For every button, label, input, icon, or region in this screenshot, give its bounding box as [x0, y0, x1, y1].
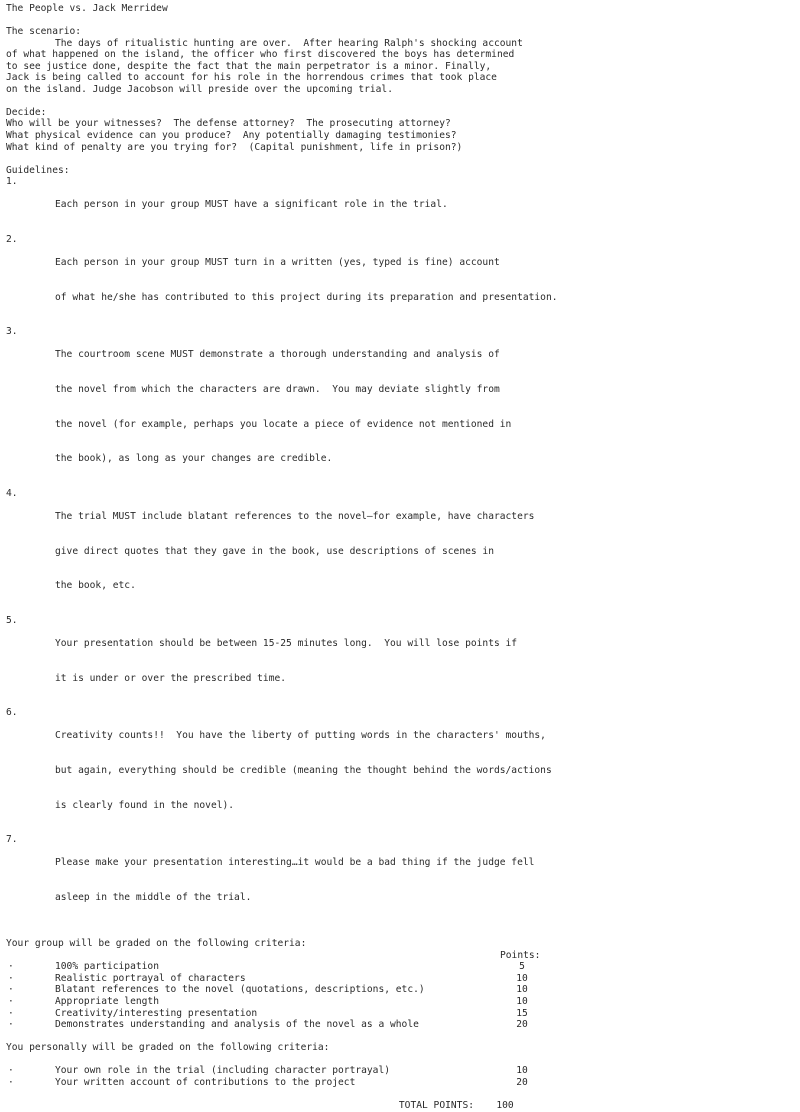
document — [6, 3, 796, 1112]
guideline-number: 2. — [6, 233, 18, 245]
guideline-item — [6, 326, 796, 488]
spacer — [6, 1054, 796, 1066]
guideline-line: asleep in the middle of the trial. — [55, 892, 252, 904]
decide-line: Who will be your witnesses? The defense attorney? The prosecuting attorney? — [6, 118, 451, 130]
criteria-label: Appropriate length — [55, 996, 159, 1008]
criteria-row — [6, 961, 796, 973]
criteria-row — [6, 996, 796, 1008]
decide-line: What kind of penalty are you trying for? (Capital punishment, life in prison?) — [6, 141, 463, 153]
criteria-row — [6, 1019, 796, 1031]
guideline-line: is clearly found in the novel). — [55, 799, 235, 811]
criteria-points: 10 — [516, 984, 528, 996]
guideline-number: 1. — [6, 176, 18, 188]
criteria-points: 5 — [519, 961, 525, 973]
guideline-item — [6, 834, 796, 926]
scenario-line: Jack is being called to account for his role in the horrendous crimes that took place — [6, 72, 497, 84]
decide-section — [6, 107, 796, 153]
group-criteria-heading: Your group will be graded on the following criteria: — [6, 938, 307, 950]
bullet-icon: · — [8, 1065, 14, 1077]
group-criteria-section — [6, 938, 796, 1030]
scenario-line: to see justice done, despite the fact that the main perpetrator is a minor. Finally, — [6, 60, 492, 72]
bullet-icon: · — [8, 972, 14, 984]
decide-line: What physical evidence can you produce? Any potentially damaging testimonies? — [6, 130, 457, 142]
guidelines-heading: Guidelines: — [6, 164, 70, 176]
spacer — [6, 95, 796, 107]
guideline-line: it is under or over the prescribed time. — [55, 672, 287, 684]
criteria-row — [6, 1077, 796, 1089]
guideline-line: Your presentation should be between 15-25 minutes long. You will lose points if — [55, 638, 518, 650]
criteria-points: 10 — [516, 1065, 528, 1077]
spacer — [6, 927, 796, 939]
guideline-number: 3. — [6, 326, 18, 338]
document-title: The People vs. Jack Merridew — [6, 3, 168, 14]
criteria-row — [6, 1065, 796, 1077]
criteria-points: 20 — [516, 1019, 528, 1031]
criteria-row — [6, 984, 796, 996]
guideline-number: 5. — [6, 614, 18, 626]
scenario-section — [6, 26, 796, 95]
guideline-line: of what he/she has contributed to this project during its preparation and presentation. — [55, 291, 558, 303]
total-points-label: TOTAL POINTS: — [398, 1099, 474, 1111]
guidelines-section — [6, 165, 796, 927]
guideline-line: the novel from which the characters are drawn. You may deviate slightly from — [55, 384, 500, 396]
guideline-line: the book, etc. — [55, 580, 136, 592]
bullet-icon: · — [8, 1007, 14, 1019]
spacer — [6, 1031, 796, 1043]
spacer — [6, 15, 796, 27]
bullet-icon: · — [8, 961, 14, 973]
guideline-item — [6, 176, 796, 234]
criteria-label: Creativity/interesting presentation — [55, 1007, 258, 1019]
guideline-line: Creativity counts!! You have the liberty of putting words in the characters' mouths, — [55, 730, 546, 742]
bullet-icon: · — [8, 984, 14, 996]
guideline-line: The trial MUST include blatant references to the novel—for example, have characters — [55, 511, 535, 523]
decide-heading: Decide: — [6, 106, 47, 118]
criteria-points: 15 — [516, 1007, 528, 1019]
criteria-label: Realistic portrayal of characters — [55, 972, 246, 984]
personal-criteria-heading: You personally will be graded on the following criteria: — [6, 1042, 330, 1054]
criteria-row — [6, 973, 796, 985]
personal-criteria-section — [6, 1042, 796, 1088]
guideline-line: the novel (for example, perhaps you locate a piece of evidence not mentioned in — [55, 418, 512, 430]
criteria-row — [6, 1008, 796, 1020]
criteria-points: 10 — [516, 996, 528, 1008]
guideline-line: The courtroom scene MUST demonstrate a thorough understanding and analysis of — [55, 349, 500, 361]
guideline-number: 6. — [6, 707, 18, 719]
spacer — [6, 153, 796, 165]
bullet-icon: · — [8, 996, 14, 1008]
criteria-points: 10 — [516, 972, 528, 984]
guideline-item — [6, 488, 796, 615]
points-column-header: Points: — [500, 949, 541, 961]
guideline-line: Each person in your group MUST have a significant role in the trial. — [55, 199, 448, 211]
guideline-line: the book), as long as your changes are credible. — [55, 453, 333, 465]
total-points-row — [6, 1100, 796, 1112]
criteria-label: Demonstrates understanding and analysis of the novel as a whole — [55, 1019, 419, 1031]
guideline-item — [6, 234, 796, 326]
scenario-line: The days of ritualistic hunting are over. After hearing Ralph's shocking account — [55, 37, 523, 49]
guideline-line: but again, everything should be credible (meaning the thought behind the words/actions — [55, 765, 552, 777]
guideline-number: 7. — [6, 834, 18, 846]
guideline-line: Each person in your group MUST turn in a written (yes, typed is fine) account — [55, 257, 500, 269]
total-points-value: 100 — [496, 1099, 514, 1111]
criteria-label: Your own role in the trial (including character portrayal) — [55, 1065, 391, 1077]
spacer — [6, 1088, 796, 1100]
scenario-line: of what happened on the island, the officer who first discovered the boys has determined — [6, 49, 515, 61]
criteria-points: 20 — [516, 1076, 528, 1088]
guideline-item — [6, 615, 796, 707]
guideline-item — [6, 707, 796, 834]
scenario-heading: The scenario: — [6, 26, 82, 38]
guideline-number: 4. — [6, 487, 18, 499]
scenario-line: on the island. Judge Jacobson will preside over the upcoming trial. — [6, 83, 393, 95]
criteria-label: 100% participation — [55, 961, 159, 973]
bullet-icon: · — [8, 1076, 14, 1088]
guideline-line: Please make your presentation interesting…it would be a bad thing if the judge fell — [55, 857, 535, 869]
guideline-line: give direct quotes that they gave in the book, use descriptions of scenes in — [55, 545, 494, 557]
criteria-label: Your written account of contributions to the project — [55, 1076, 356, 1088]
criteria-label: Blatant references to the novel (quotations, descriptions, etc.) — [55, 984, 425, 996]
bullet-icon: · — [8, 1019, 14, 1031]
